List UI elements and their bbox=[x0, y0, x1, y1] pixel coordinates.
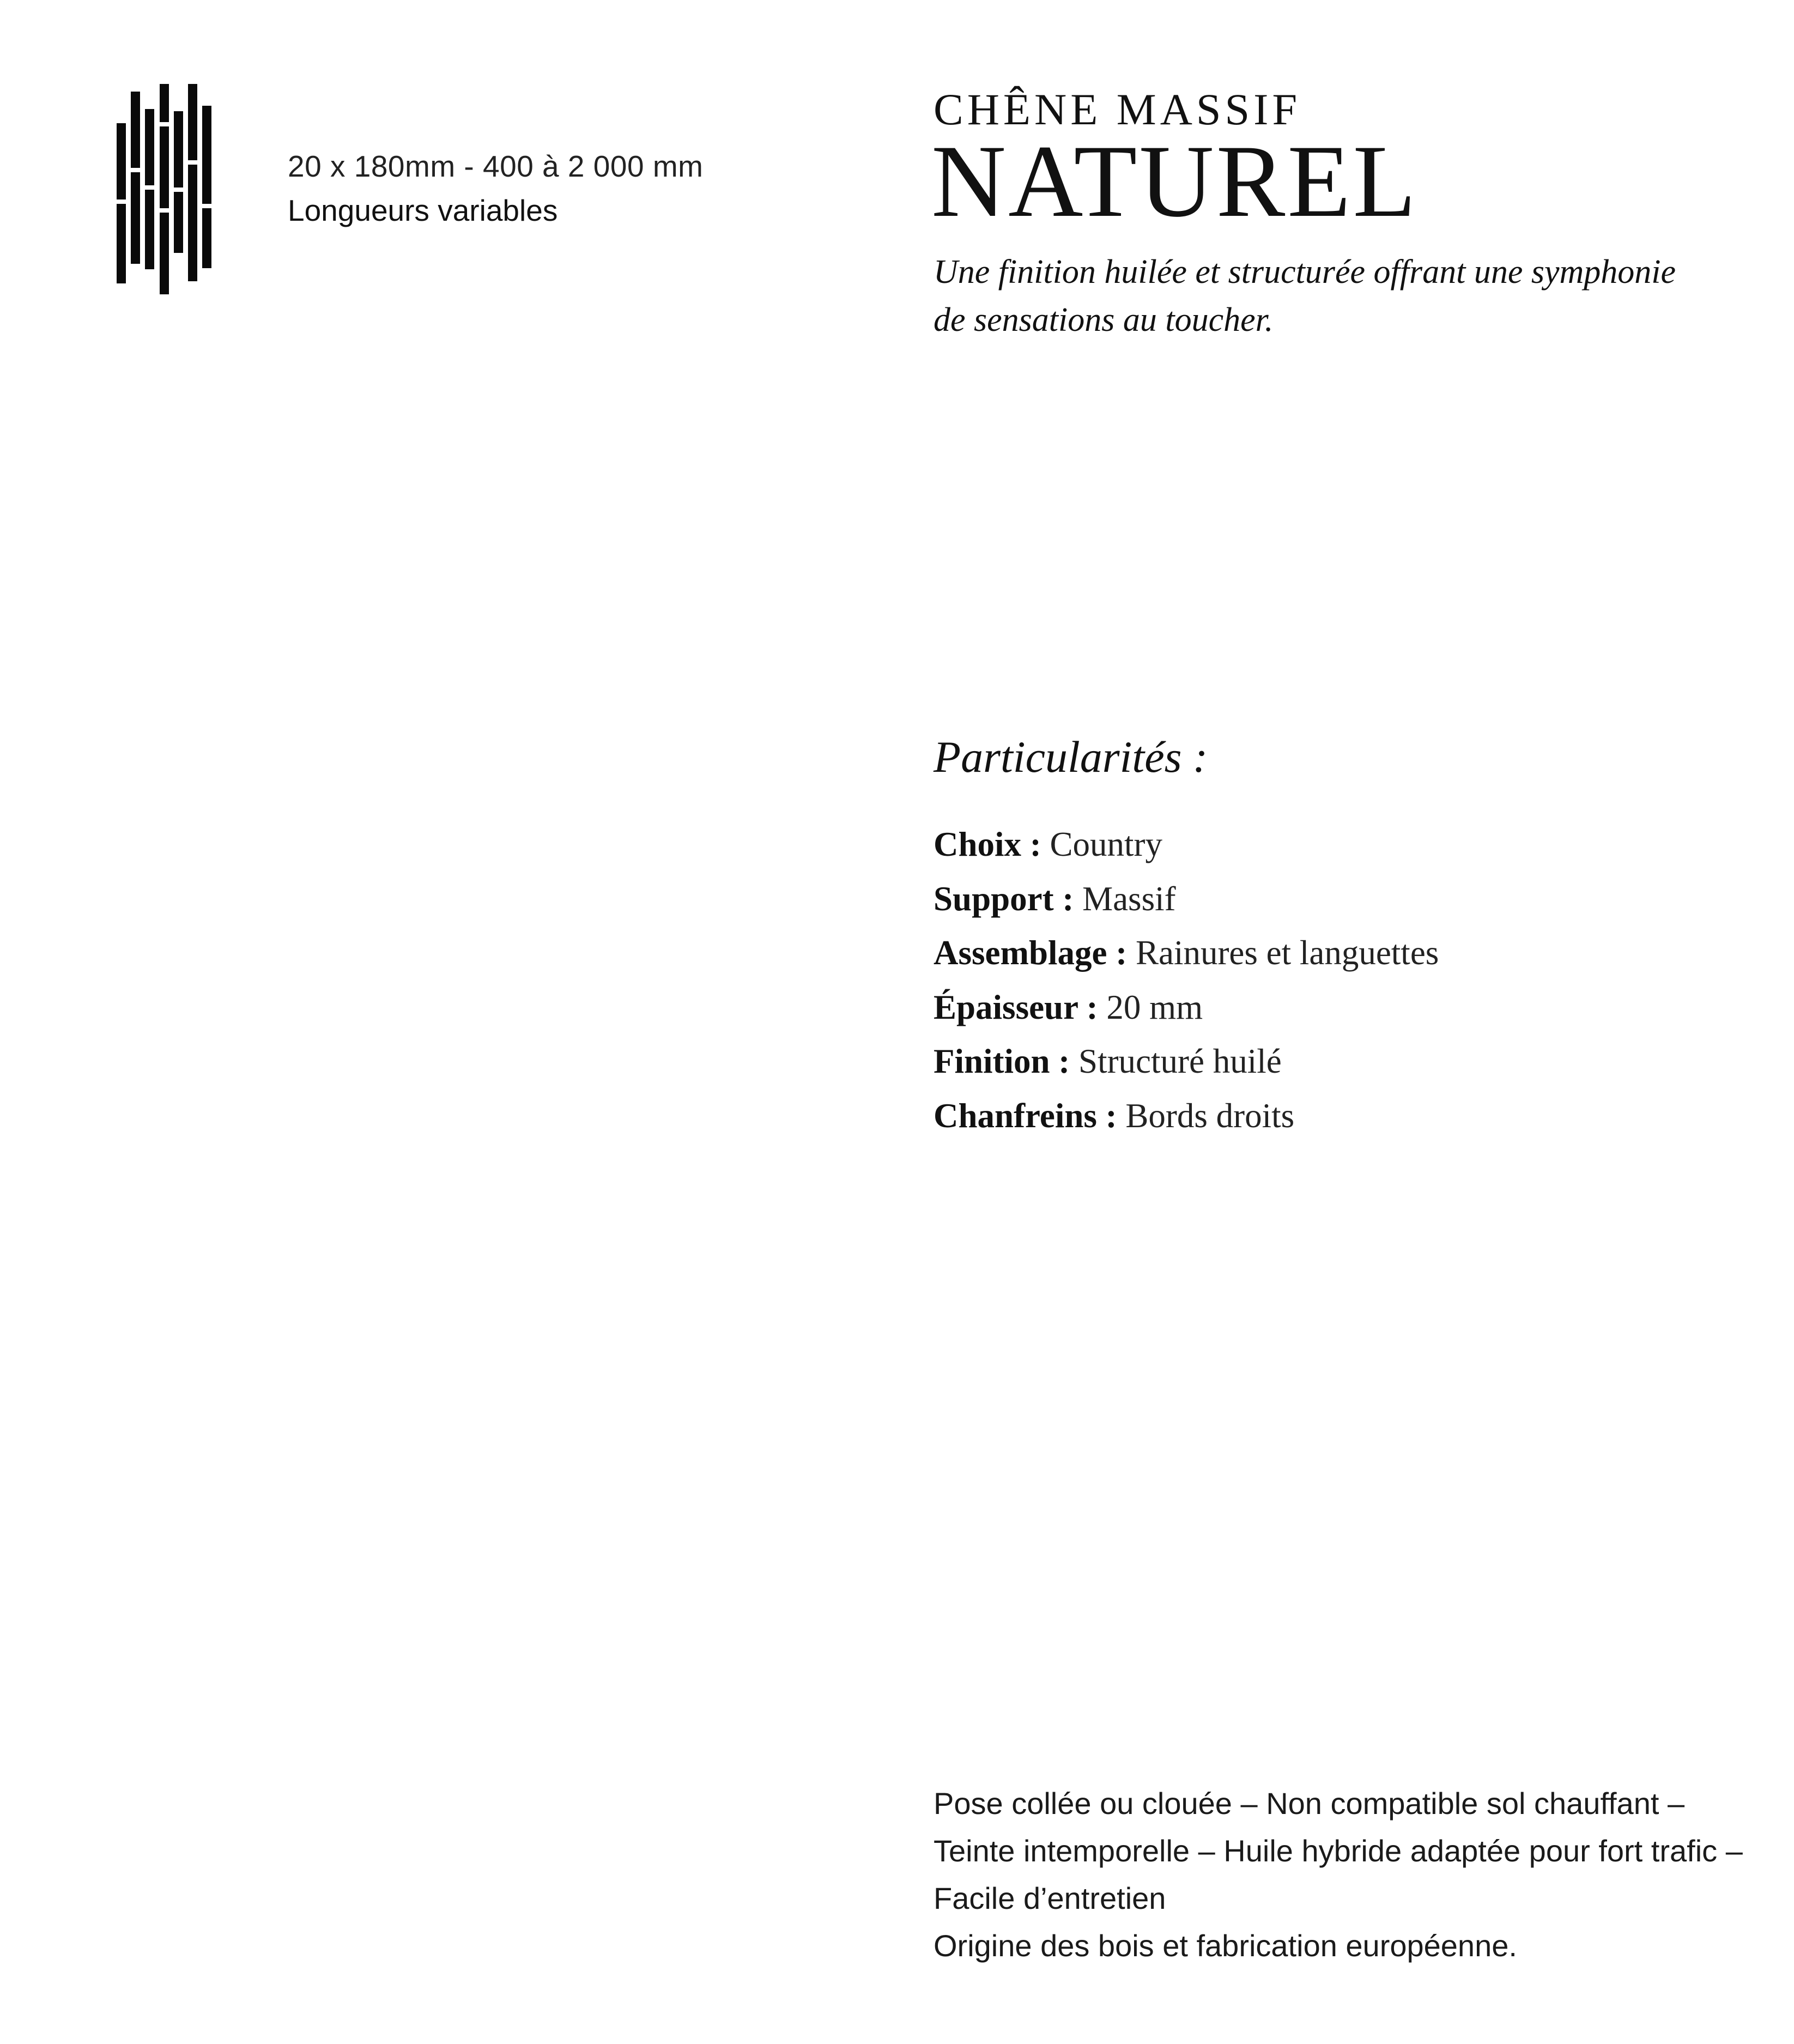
spec-item bbox=[934, 926, 1439, 981]
product-eyebrow: CHÊNE MASSIF bbox=[934, 84, 1301, 134]
lengths-text: Longueurs variables bbox=[288, 193, 558, 227]
spec-label: Chanfreins : bbox=[934, 1096, 1117, 1135]
spec-value: Massif bbox=[1082, 879, 1176, 918]
particularites-title: Particularités : bbox=[934, 732, 1208, 782]
product-title: NATUREL bbox=[931, 124, 1419, 239]
spec-value: 20 mm bbox=[1106, 988, 1203, 1026]
spec-value: Bords droits bbox=[1125, 1096, 1295, 1135]
spec-label: Choix : bbox=[934, 825, 1041, 864]
spec-value: Rainures et languettes bbox=[1135, 934, 1439, 972]
spec-item bbox=[934, 1089, 1439, 1144]
spec-label: Assemblage : bbox=[934, 934, 1128, 972]
spec-list bbox=[934, 818, 1439, 1143]
plank-layout-icon bbox=[117, 84, 216, 294]
product-tagline: Une finition huilée et structurée offrant une symphonie de sensations au toucher. bbox=[934, 253, 1676, 339]
features-text: Pose collée ou clouée – Non compatible sol chauffant – Teinte intemporelle – Huile hybride adaptée pour fort trafic – Facile d’entretien bbox=[934, 1786, 1743, 1915]
dimensions-block bbox=[288, 147, 703, 232]
spec-label: Support : bbox=[934, 879, 1074, 918]
spec-item bbox=[934, 981, 1439, 1035]
plank-size-text: 20 x 180mm - 400 à 2 000 mm bbox=[288, 149, 704, 183]
spec-label: Finition : bbox=[934, 1042, 1070, 1081]
spec-value: Structuré huilé bbox=[1078, 1042, 1282, 1081]
spec-label: Épaisseur : bbox=[934, 988, 1098, 1026]
product-notes bbox=[934, 1780, 1762, 1969]
origin-text: Origine des bois et fabrication européenne. bbox=[934, 1928, 1517, 1963]
particularites-section bbox=[934, 730, 1439, 1143]
spec-item bbox=[934, 872, 1439, 927]
spec-value: Country bbox=[1050, 825, 1163, 864]
spec-item bbox=[934, 818, 1439, 872]
product-header bbox=[931, 84, 1740, 344]
spec-item bbox=[934, 1035, 1439, 1089]
